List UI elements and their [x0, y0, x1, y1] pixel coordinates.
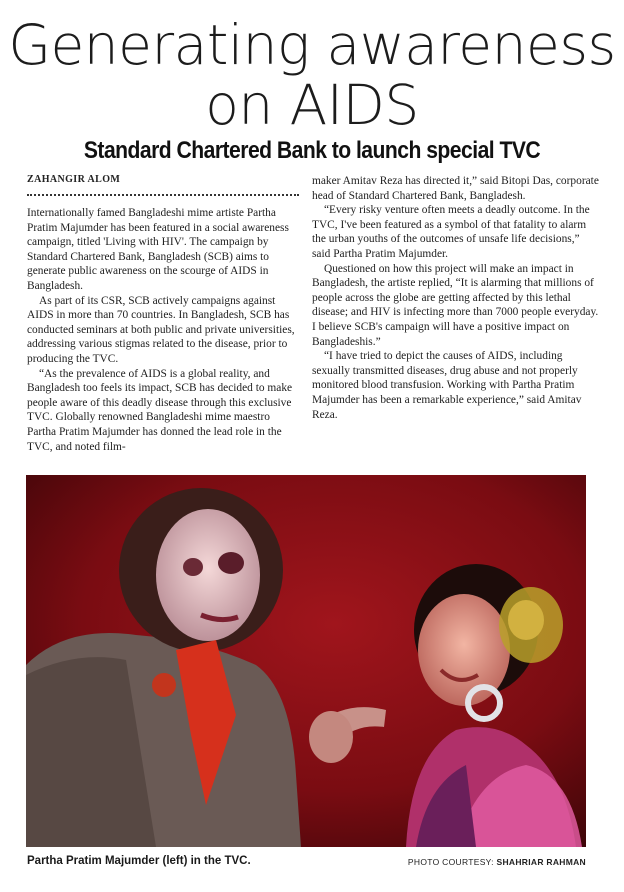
- paragraph: “As the prevalence of AIDS is a global reality, and Bangladesh too feels its impact, SCB has decided to make people aware of this deadly disease through this exclusive TVC. Globally renowned Bangladeshi mime maestro Partha Pratim Majumder has donned the lead role in the TVC, and noted film-: [27, 367, 293, 453]
- photo-illustration: [26, 475, 586, 847]
- byline: ZAHANGIR ALOM: [27, 174, 121, 185]
- article-column-1: [27, 206, 299, 454]
- byline-divider: [27, 194, 299, 196]
- paragraph: As part of its CSR, SCB actively campaigns against AIDS in more than 70 countries. In Bangladesh, SCB has conducted seminars at both public and private universities, addressing various stigmas related to the disease, prior to producing the TVC.: [27, 294, 295, 365]
- paragraph: Questioned on how this project will make an impact in Bangladesh, the artiste replied, “It is alarming that millions of people across the globe are getting affected by this lethal disease; and HIV is infecting more than 7000 people everyday. I believe SCB's campaign will have a positive impact on Bangladeshis.”: [312, 262, 599, 348]
- credit-label: PHOTO COURTESY:: [407, 857, 494, 867]
- photo-credit: [408, 857, 586, 867]
- article-column-2: [312, 174, 600, 422]
- headline-line-2: on AIDS: [205, 73, 419, 137]
- paragraph: maker Amitav Reza has directed it,” said Bitopi Das, corporate head of Standard Chartered Bank, Bangladesh.: [312, 175, 599, 202]
- subheadline: Standard Chartered Bank to launch special TVC: [83, 137, 541, 164]
- paragraph: “I have tried to depict the causes of AIDS, including sexually transmitted diseases, drug abuse and not properly monitored blood transfusion. Working with Partha Pratim Majumder has been a remarkable experience,” said Amitav Reza.: [312, 350, 582, 421]
- tvc-photo: [26, 475, 586, 847]
- headline-line-1: Generating awareness: [8, 13, 616, 77]
- photo-caption: Partha Pratim Majumder (left) in the TVC.: [27, 855, 251, 867]
- paragraph: “Every risky venture often meets a deadly outcome. In the TVC, I've been featured as a symbol of that fatality to alarm the urban youths of the outcomes of unsafe life decisions,” said Partha Pratim Majumder.: [312, 204, 590, 260]
- credit-name: SHAHRIAR RAHMAN: [496, 857, 586, 867]
- paragraph: Internationally famed Bangladeshi mime artiste Partha Pratim Majumder has been featured in a social awareness campaign, titled 'Living with HIV'. The campaign by Standard Chartered Bank, Bangladesh (SCB) aims to generate public awareness on the scourge of AIDS in Bangladesh.: [27, 207, 289, 292]
